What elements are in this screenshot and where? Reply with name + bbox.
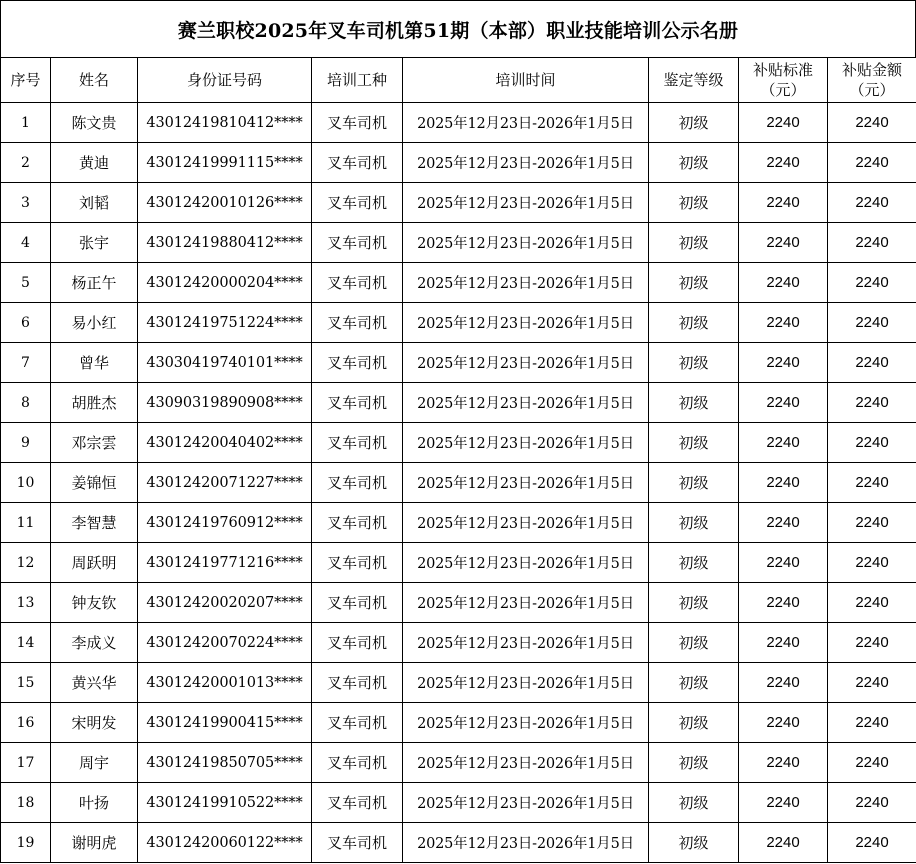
table-row	[1, 743, 916, 783]
cell-level: 初级	[649, 783, 739, 823]
cell-id-number: 43012420020207****	[138, 583, 312, 623]
table-body	[1, 103, 916, 863]
cell-trade: 叉车司机	[312, 103, 403, 143]
cell-training-period: 2025年12月23日-2026年1月5日	[403, 823, 649, 863]
cell-training-period: 2025年12月23日-2026年1月5日	[403, 703, 649, 743]
cell-trade: 叉车司机	[312, 543, 403, 583]
header-subsidy-standard-line2: （元）	[760, 81, 806, 99]
cell-level: 初级	[649, 823, 739, 863]
table-row	[1, 423, 916, 463]
cell-training-period: 2025年12月23日-2026年1月5日	[403, 303, 649, 343]
cell-trade: 叉车司机	[312, 463, 403, 503]
table-header-row	[1, 58, 916, 103]
cell-training-period: 2025年12月23日-2026年1月5日	[403, 543, 649, 583]
cell-trade: 叉车司机	[312, 263, 403, 303]
cell-seq: 7	[1, 343, 51, 383]
cell-name: 宋明发	[51, 703, 138, 743]
cell-seq: 10	[1, 463, 51, 503]
cell-training-period: 2025年12月23日-2026年1月5日	[403, 383, 649, 423]
table-row	[1, 623, 916, 663]
cell-name: 张宇	[51, 223, 138, 263]
cell-level: 初级	[649, 383, 739, 423]
cell-name: 叶扬	[51, 783, 138, 823]
cell-id-number: 43012420060122****	[138, 823, 312, 863]
table-row	[1, 543, 916, 583]
cell-subsidy-amount: 2240	[828, 623, 916, 663]
cell-id-number: 43012419991115****	[138, 143, 312, 183]
cell-subsidy-standard: 2240	[739, 503, 828, 543]
cell-level: 初级	[649, 543, 739, 583]
cell-name: 易小红	[51, 303, 138, 343]
cell-subsidy-standard: 2240	[739, 703, 828, 743]
cell-subsidy-standard: 2240	[739, 463, 828, 503]
cell-id-number: 43090319890908****	[138, 383, 312, 423]
header-id-number: 身份证号码	[138, 58, 312, 103]
cell-subsidy-standard: 2240	[739, 343, 828, 383]
cell-id-number: 43012420071227****	[138, 463, 312, 503]
cell-subsidy-amount: 2240	[828, 423, 916, 463]
cell-subsidy-amount: 2240	[828, 143, 916, 183]
cell-subsidy-amount: 2240	[828, 743, 916, 783]
cell-id-number: 43012420000204****	[138, 263, 312, 303]
cell-seq: 18	[1, 783, 51, 823]
cell-level: 初级	[649, 503, 739, 543]
table-row	[1, 103, 916, 143]
cell-name: 李成义	[51, 623, 138, 663]
table-row	[1, 223, 916, 263]
cell-subsidy-standard: 2240	[739, 143, 828, 183]
cell-seq: 11	[1, 503, 51, 543]
cell-subsidy-amount: 2240	[828, 223, 916, 263]
page-title: 赛兰职校2025年叉车司机第51期（本部）职业技能培训公示名册	[0, 0, 916, 57]
cell-seq: 4	[1, 223, 51, 263]
header-seq: 序号	[1, 58, 51, 103]
cell-seq: 8	[1, 383, 51, 423]
cell-id-number: 43012420001013****	[138, 663, 312, 703]
cell-subsidy-standard: 2240	[739, 783, 828, 823]
cell-id-number: 43012419771216****	[138, 543, 312, 583]
cell-id-number: 43012419810412****	[138, 103, 312, 143]
cell-training-period: 2025年12月23日-2026年1月5日	[403, 423, 649, 463]
cell-trade: 叉车司机	[312, 183, 403, 223]
cell-training-period: 2025年12月23日-2026年1月5日	[403, 343, 649, 383]
cell-level: 初级	[649, 663, 739, 703]
cell-training-period: 2025年12月23日-2026年1月5日	[403, 463, 649, 503]
cell-id-number: 43012419900415****	[138, 703, 312, 743]
cell-trade: 叉车司机	[312, 783, 403, 823]
cell-subsidy-standard: 2240	[739, 183, 828, 223]
cell-subsidy-standard: 2240	[739, 623, 828, 663]
table-row	[1, 383, 916, 423]
cell-trade: 叉车司机	[312, 503, 403, 543]
cell-training-period: 2025年12月23日-2026年1月5日	[403, 623, 649, 663]
cell-trade: 叉车司机	[312, 623, 403, 663]
header-subsidy-amount-line1: 补贴金额	[841, 61, 902, 79]
cell-training-period: 2025年12月23日-2026年1月5日	[403, 783, 649, 823]
cell-seq: 13	[1, 583, 51, 623]
cell-name: 周跃明	[51, 543, 138, 583]
header-level: 鉴定等级	[649, 58, 739, 103]
cell-trade: 叉车司机	[312, 703, 403, 743]
cell-name: 谢明虎	[51, 823, 138, 863]
table-row	[1, 503, 916, 543]
cell-name: 杨正午	[51, 263, 138, 303]
cell-level: 初级	[649, 263, 739, 303]
table-row	[1, 343, 916, 383]
cell-subsidy-standard: 2240	[739, 303, 828, 343]
cell-trade: 叉车司机	[312, 303, 403, 343]
cell-name: 李智慧	[51, 503, 138, 543]
cell-subsidy-amount: 2240	[828, 503, 916, 543]
cell-level: 初级	[649, 303, 739, 343]
cell-subsidy-amount: 2240	[828, 463, 916, 503]
cell-training-period: 2025年12月23日-2026年1月5日	[403, 103, 649, 143]
cell-subsidy-amount: 2240	[828, 303, 916, 343]
cell-subsidy-standard: 2240	[739, 383, 828, 423]
cell-seq: 2	[1, 143, 51, 183]
cell-name: 周宇	[51, 743, 138, 783]
cell-level: 初级	[649, 703, 739, 743]
cell-subsidy-amount: 2240	[828, 343, 916, 383]
header-name: 姓名	[51, 58, 138, 103]
cell-name: 钟友钦	[51, 583, 138, 623]
cell-id-number: 43012420010126****	[138, 183, 312, 223]
cell-subsidy-standard: 2240	[739, 223, 828, 263]
cell-level: 初级	[649, 583, 739, 623]
cell-trade: 叉车司机	[312, 583, 403, 623]
cell-subsidy-standard: 2240	[739, 103, 828, 143]
cell-name: 黄兴华	[51, 663, 138, 703]
cell-seq: 9	[1, 423, 51, 463]
cell-seq: 14	[1, 623, 51, 663]
cell-level: 初级	[649, 623, 739, 663]
cell-id-number: 43012419760912****	[138, 503, 312, 543]
header-training-period: 培训时间	[403, 58, 649, 103]
cell-subsidy-amount: 2240	[828, 383, 916, 423]
cell-trade: 叉车司机	[312, 143, 403, 183]
cell-training-period: 2025年12月23日-2026年1月5日	[403, 503, 649, 543]
table-row	[1, 583, 916, 623]
cell-subsidy-amount: 2240	[828, 583, 916, 623]
cell-seq: 1	[1, 103, 51, 143]
cell-name: 陈文贵	[51, 103, 138, 143]
cell-name: 曾华	[51, 343, 138, 383]
table-row	[1, 143, 916, 183]
cell-training-period: 2025年12月23日-2026年1月5日	[403, 143, 649, 183]
cell-subsidy-amount: 2240	[828, 263, 916, 303]
table-row	[1, 263, 916, 303]
cell-trade: 叉车司机	[312, 743, 403, 783]
cell-subsidy-standard: 2240	[739, 823, 828, 863]
cell-training-period: 2025年12月23日-2026年1月5日	[403, 663, 649, 703]
cell-subsidy-amount: 2240	[828, 183, 916, 223]
table-row	[1, 663, 916, 703]
cell-name: 黄迪	[51, 143, 138, 183]
cell-training-period: 2025年12月23日-2026年1月5日	[403, 263, 649, 303]
cell-subsidy-standard: 2240	[739, 543, 828, 583]
cell-level: 初级	[649, 343, 739, 383]
cell-seq: 15	[1, 663, 51, 703]
cell-training-period: 2025年12月23日-2026年1月5日	[403, 223, 649, 263]
cell-subsidy-standard: 2240	[739, 263, 828, 303]
cell-id-number: 43012419751224****	[138, 303, 312, 343]
cell-id-number: 43012419910522****	[138, 783, 312, 823]
cell-level: 初级	[649, 423, 739, 463]
cell-subsidy-amount: 2240	[828, 823, 916, 863]
cell-name: 姜锦恒	[51, 463, 138, 503]
cell-subsidy-standard: 2240	[739, 743, 828, 783]
cell-level: 初级	[649, 183, 739, 223]
cell-name: 刘韬	[51, 183, 138, 223]
cell-training-period: 2025年12月23日-2026年1月5日	[403, 183, 649, 223]
table-row	[1, 783, 916, 823]
cell-name: 胡胜杰	[51, 383, 138, 423]
cell-trade: 叉车司机	[312, 223, 403, 263]
cell-trade: 叉车司机	[312, 823, 403, 863]
header-subsidy-standard-line1: 补贴标准	[752, 61, 813, 79]
table-row	[1, 303, 916, 343]
cell-level: 初级	[649, 223, 739, 263]
header-trade: 培训工种	[312, 58, 403, 103]
cell-level: 初级	[649, 143, 739, 183]
roster-table	[0, 57, 916, 863]
cell-level: 初级	[649, 103, 739, 143]
cell-name: 邓宗雲	[51, 423, 138, 463]
table-row	[1, 463, 916, 503]
cell-seq: 6	[1, 303, 51, 343]
cell-subsidy-standard: 2240	[739, 663, 828, 703]
cell-level: 初级	[649, 463, 739, 503]
cell-subsidy-amount: 2240	[828, 663, 916, 703]
cell-subsidy-amount: 2240	[828, 783, 916, 823]
cell-trade: 叉车司机	[312, 343, 403, 383]
cell-seq: 12	[1, 543, 51, 583]
cell-training-period: 2025年12月23日-2026年1月5日	[403, 743, 649, 783]
cell-training-period: 2025年12月23日-2026年1月5日	[403, 583, 649, 623]
cell-id-number: 43012420070224****	[138, 623, 312, 663]
cell-id-number: 43012420040402****	[138, 423, 312, 463]
cell-subsidy-standard: 2240	[739, 423, 828, 463]
cell-seq: 3	[1, 183, 51, 223]
cell-seq: 5	[1, 263, 51, 303]
cell-seq: 17	[1, 743, 51, 783]
cell-level: 初级	[649, 743, 739, 783]
header-subsidy-amount	[828, 58, 916, 103]
table-row	[1, 183, 916, 223]
table-row	[1, 703, 916, 743]
cell-seq: 19	[1, 823, 51, 863]
cell-id-number: 43012419880412****	[138, 223, 312, 263]
table-row	[1, 823, 916, 863]
cell-trade: 叉车司机	[312, 423, 403, 463]
cell-id-number: 43012419850705****	[138, 743, 312, 783]
cell-seq: 16	[1, 703, 51, 743]
cell-id-number: 43030419740101****	[138, 343, 312, 383]
cell-subsidy-amount: 2240	[828, 103, 916, 143]
cell-trade: 叉车司机	[312, 663, 403, 703]
cell-trade: 叉车司机	[312, 383, 403, 423]
cell-subsidy-standard: 2240	[739, 583, 828, 623]
cell-subsidy-amount: 2240	[828, 543, 916, 583]
header-subsidy-standard	[739, 58, 828, 103]
cell-subsidy-amount: 2240	[828, 703, 916, 743]
header-subsidy-amount-line2: （元）	[849, 81, 895, 99]
